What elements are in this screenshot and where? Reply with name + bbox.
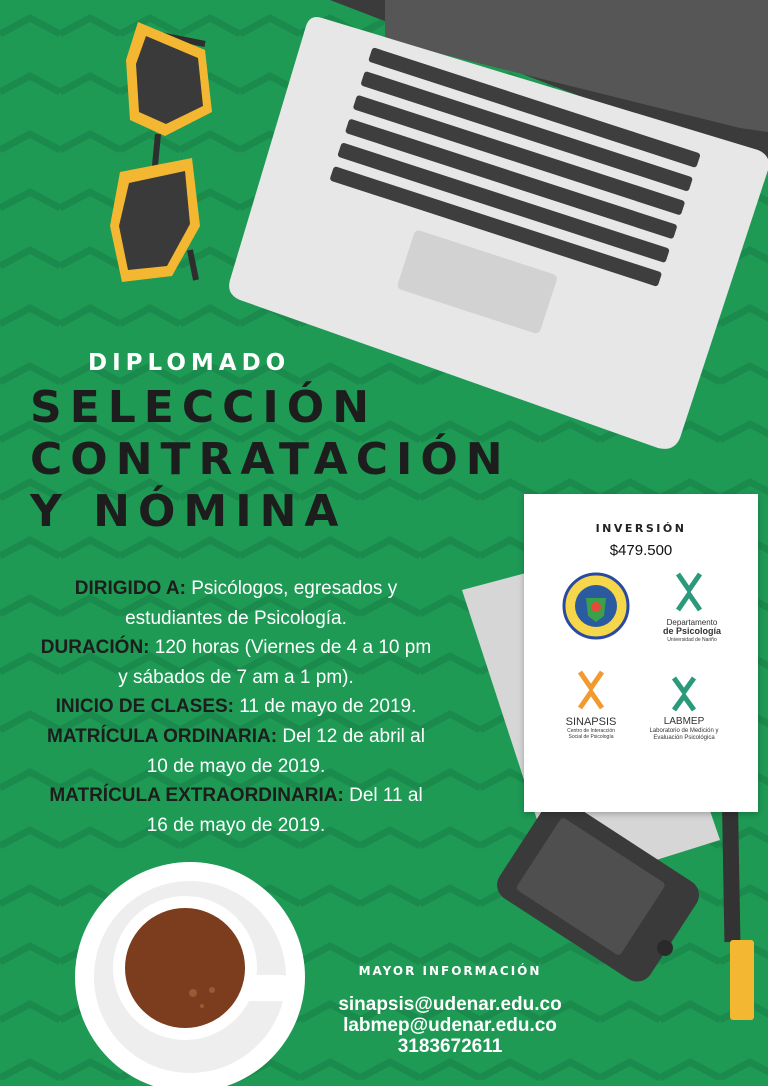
duration-text: 120 horas (Viernes de 4 a 10 pm y sábados de 7 am a 1 pm). — [118, 637, 432, 688]
duration-detail — [40, 633, 432, 692]
investment-card — [524, 494, 758, 812]
extra-enrollment-label: MATRÍCULA EXTRAORDINARIA: — [49, 785, 344, 807]
labmep-subtitle-2: Evaluación Psicológica — [653, 735, 715, 741]
ordinary-enrollment-text: Del 12 de abril al 10 de mayo de 2019. — [146, 725, 425, 777]
start-label: INICIO DE CLASES: — [55, 696, 234, 718]
contact-email-labmep[interactable]: labmep@udenar.edu.co — [343, 1015, 557, 1036]
labmep-subtitle-1: Laboratorio de Medición y — [649, 728, 719, 734]
investment-price: $479.500 — [609, 542, 673, 559]
audience-label: DIRIGIDO A: — [74, 578, 186, 599]
contact-phone[interactable]: 3183672611 — [397, 1036, 503, 1057]
departamento-caption — [654, 618, 730, 645]
labmep-logo-icon — [670, 676, 698, 712]
more-info-label: MAYOR INFORMACIÓN — [358, 964, 542, 978]
start-text: 11 de mayo de 2019. — [234, 696, 417, 718]
ordinary-enrollment-label: MATRÍCULA ORDINARIA: — [47, 725, 278, 747]
university-seal-icon — [562, 572, 630, 640]
ordinary-enrollment-detail — [40, 722, 432, 781]
program-details — [40, 574, 432, 840]
sinapsis-subtitle-2: Social de Psicología — [568, 734, 614, 740]
program-title-line-3: Y NÓMINA — [30, 486, 347, 537]
duration-label: DURACIÓN: — [40, 637, 150, 659]
sinapsis-caption — [548, 716, 634, 740]
program-title-line-2: CONTRATACIÓN — [30, 434, 511, 485]
labmep-name: LABMEP — [663, 716, 705, 727]
departamento-line-2: de Psicología — [662, 626, 722, 636]
extra-enrollment-detail — [40, 781, 432, 840]
audience-detail — [40, 574, 432, 633]
program-type-label: DIPLOMADO — [88, 350, 291, 376]
sinapsis-name: SINAPSIS — [565, 716, 617, 728]
investment-label: INVERSIÓN — [595, 522, 687, 535]
extra-enrollment-text: Del 11 al 16 de mayo de 2019. — [146, 785, 423, 836]
sinapsis-logo-icon — [576, 670, 606, 710]
start-detail — [40, 692, 432, 722]
departamento-logo-icon — [674, 572, 704, 612]
audience-text: Psicólogos, egresados y estudiantes de Psicología. — [125, 578, 398, 629]
labmep-caption — [634, 716, 734, 742]
departamento-line-3: Universidad de Nariño — [667, 637, 717, 643]
departamento-line-1: Departamento — [666, 618, 718, 627]
program-title-line-1: SELECCIÓN — [30, 382, 378, 433]
contact-email-sinapsis[interactable]: sinapsis@udenar.edu.co — [338, 994, 562, 1015]
coffee-cup-icon — [75, 862, 305, 1086]
sinapsis-subtitle-1: Centro de Interacción — [567, 728, 615, 734]
